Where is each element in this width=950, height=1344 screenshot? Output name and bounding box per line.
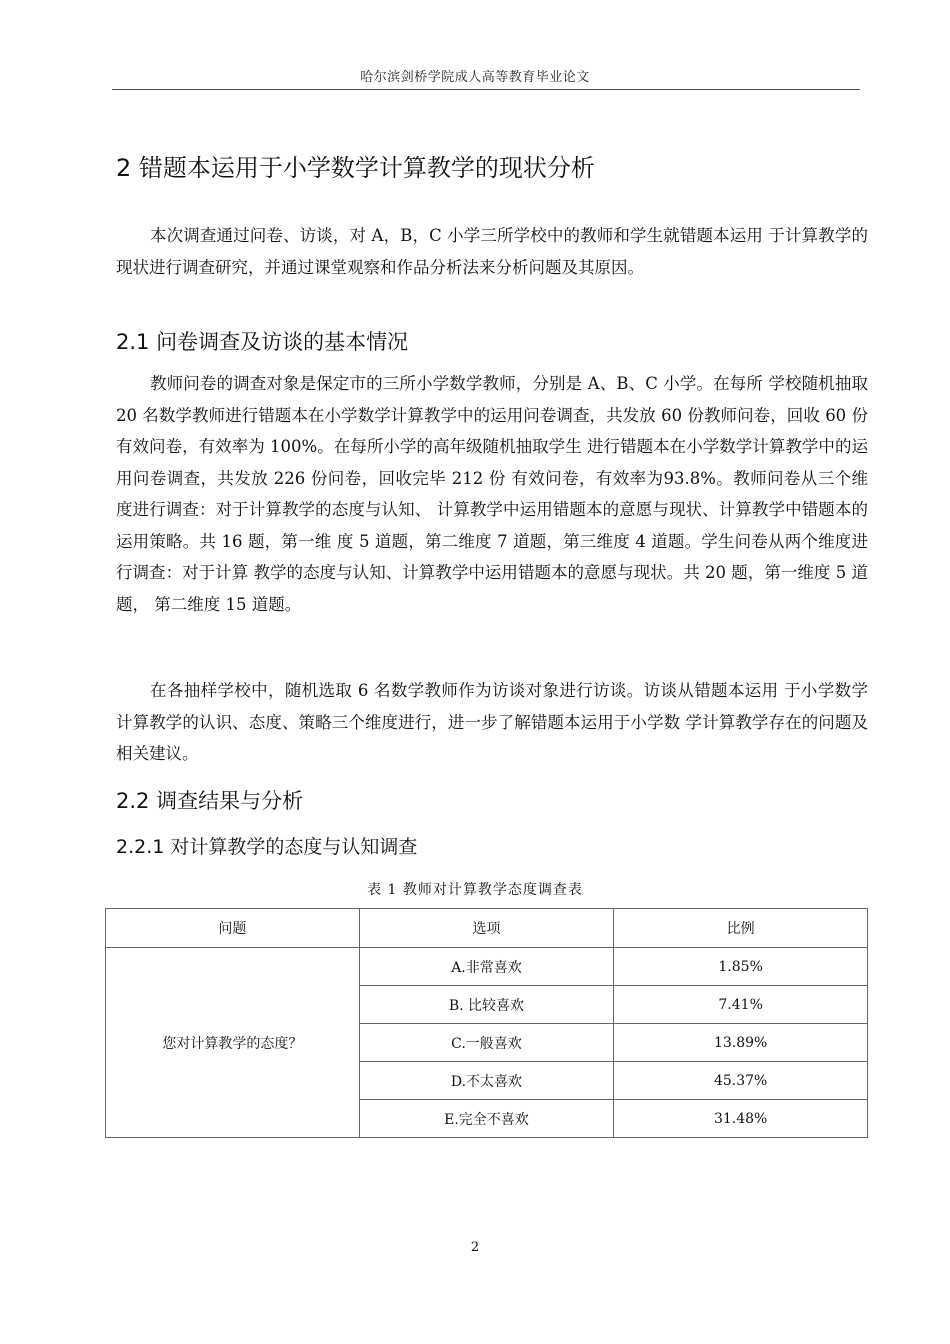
header-divider (112, 89, 860, 90)
ratio-cell: 1.85% (614, 948, 868, 986)
option-cell: E.完全不喜欢 (359, 1100, 614, 1138)
table-header-row (106, 909, 868, 948)
question-cell: 您对计算教学的态度？ (106, 948, 360, 1138)
table-header-cell: 问题 (106, 909, 360, 948)
ratio-cell: 31.48% (614, 1100, 868, 1138)
ratio-cell: 13.89% (614, 1024, 868, 1062)
ratio-cell: 7.41% (614, 986, 868, 1024)
section-2-1-paragraph-1: 教师问卷的调查对象是保定市的三所小学数学教师，分别是 A、B、C 小学。在每所 学校随机抽取 20 名数学教师进行错题本在小学数学计算教学中的运用问卷调查，共发放 60 份教师问卷，回收 60 份有效问卷，有效率为 100%。在每所小学的高年级随机抽取学生 进行错题本在小学数学计算教学中的运用问卷调查，共发放 226 份问卷，回收完毕 212 份 有效问卷，有效率为93.8%。教师问卷从三个维度进行调查：对于计算教学的态度与认知、 计算教学中运用错题本的意愿与现状、计算教学中错题本的运用策略。共 16 题，第一维 度 5 道题，第二维度 7 道题，第三维度 4 道题。学生问卷从两个维度进行调查：对于计算 教学的态度与认知、计算教学中运用错题本的意愿与现状。共 20 题，第一维度 5 道题， 第二维度 15 道题。 (116, 374, 868, 614)
section-2-1-paragraph-2: 在各抽样学校中，随机选取 6 名数学教师作为访谈对象进行访谈。访谈从错题本运用 于小学数学计算教学的认识、态度、策略三个维度进行，进一步了解错题本运用于小学数 学计算教学存在的问题及相关建议。 (116, 681, 868, 763)
option-cell: D.不太喜欢 (359, 1062, 614, 1100)
table-caption: 表 1 教师对计算教学态度调查表 (367, 882, 583, 898)
page-number: 2 (470, 1240, 480, 1255)
intro-paragraph: 本次调查通过问卷、访谈，对 A，B，C 小学三所学校中的教师和学生就错题本运用 于计算教学的现状进行调查研究，并通过课堂观察和作品分析法来分析问题及其原因。 (116, 226, 868, 277)
attitude-table (105, 908, 868, 1138)
option-cell: C.一般喜欢 (359, 1024, 614, 1062)
table-header-cell: 比例 (614, 909, 868, 948)
chapter-title: 2 错题本运用于小学数学计算教学的现状分析 (116, 154, 595, 182)
table-row (106, 948, 868, 986)
section-2-2-1-title: 2.2.1 对计算教学的态度与认知调查 (116, 836, 418, 858)
page-header: 哈尔滨剑桥学院成人高等教育毕业论文 (360, 70, 590, 85)
section-2-2-title: 2.2 调查结果与分析 (116, 789, 304, 813)
option-cell: A.非常喜欢 (359, 948, 614, 986)
section-2-1-title: 2.1 问卷调查及访谈的基本情况 (116, 330, 409, 354)
ratio-cell: 45.37% (614, 1062, 868, 1100)
option-cell: B. 比较喜欢 (359, 986, 614, 1024)
table-header-cell: 选项 (359, 909, 614, 948)
